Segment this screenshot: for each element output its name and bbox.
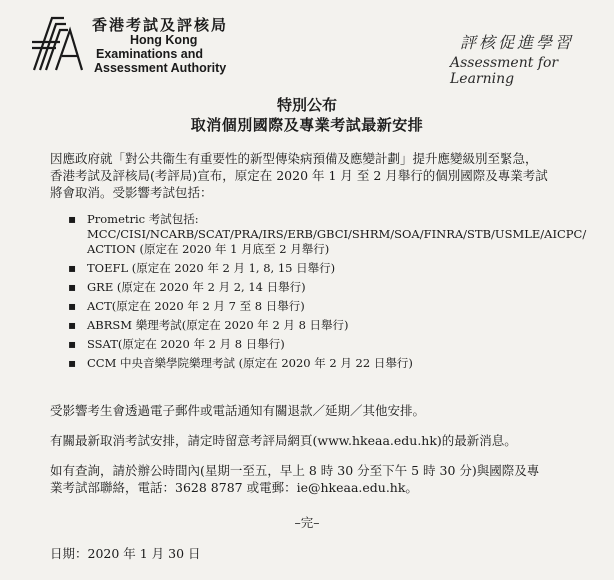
list-item: [68, 318, 578, 333]
list-item: [68, 280, 578, 295]
date-line: 日期：2020 年 1 月 30 日: [50, 546, 201, 561]
slogan-en: Assessment for Learning: [450, 55, 559, 87]
list-item: [68, 261, 578, 276]
exam-list: [68, 212, 587, 375]
exam-name: CCM 中央音樂學院樂理考試 (原定在 2020 年 2 月 22 日舉行): [87, 356, 413, 370]
exam-detail: MCC/CISI/NCARB/SCAT/PRA/IRS/ERB/GBCI/SHRM/SOA/FINRA/STB/USMLE/AICPC/: [87, 227, 587, 241]
intro-line: 因應政府就「對公共衞生有重要性的新型傳染病預備及應變計劃」提升應變級別至緊急，: [50, 151, 538, 166]
list-item: [68, 356, 578, 371]
exam-name: TOEFL (原定在 2020 年 2 月 1, 8, 15 日舉行): [87, 261, 336, 275]
enquiry-notice: [50, 462, 539, 496]
page-title: 特別公布: [276, 96, 337, 114]
website-notice: 有關最新取消考試安排，請定時留意考評局網頁(www.hkeaa.edu.hk)的最新消息。: [50, 433, 517, 448]
enquiry-line: 如有查詢，請於辦公時間內(星期一至五，早上 8 時 30 分至下午 5 時 30 分)與國際及專: [50, 463, 540, 478]
org-name-en-line: Hong Kong: [130, 33, 198, 47]
org-name-en-line: Examinations and: [96, 47, 203, 61]
list-item: [68, 337, 578, 352]
intro-line: 香港考試及評核局(考評局)宣布，原定在 2020 年 1 月 至 2 月舉行的個別國際及專業考試: [50, 168, 548, 183]
enquiry-line: 業考試部聯絡，電話：3628 8787 或電郵：ie@hkeaa.edu.hk。: [50, 480, 418, 495]
exam-name: Prometric 考試包括:: [87, 212, 199, 226]
exam-name: SSAT(原定在 2020 年 2 月 8 日舉行): [87, 337, 285, 351]
list-item: [68, 212, 587, 257]
end-mark: –完–: [294, 515, 320, 530]
intro-paragraph: [50, 150, 570, 201]
org-name-cn: 香港考試及評核局: [92, 16, 229, 34]
exam-name: ACT(原定在 2020 年 2 月 7 至 8 日舉行): [87, 299, 305, 313]
exam-detail: ACTION (原定在 2020 年 1 月底至 2 月舉行): [87, 242, 330, 256]
org-name-en: [94, 33, 226, 75]
list-item: [68, 299, 578, 314]
exam-name: ABRSM 樂理考試(原定在 2020 年 2 月 8 日舉行): [87, 318, 349, 332]
intro-line: 將會取消。受影響考試包括：: [50, 185, 213, 200]
hkeaa-logo-icon: [30, 12, 86, 74]
org-name-en-line: Assessment Authority: [94, 61, 227, 75]
page-subtitle: 取消個別國際及專業考試最新安排: [190, 116, 424, 134]
slogan-cn: 評核促進學習: [460, 33, 575, 52]
exam-name: GRE (原定在 2020 年 2 月 2, 14 日舉行): [87, 280, 306, 294]
affected-notice: 受影響考生會透過電子郵件或電話通知有關退款／延期／其他安排。: [50, 403, 426, 418]
